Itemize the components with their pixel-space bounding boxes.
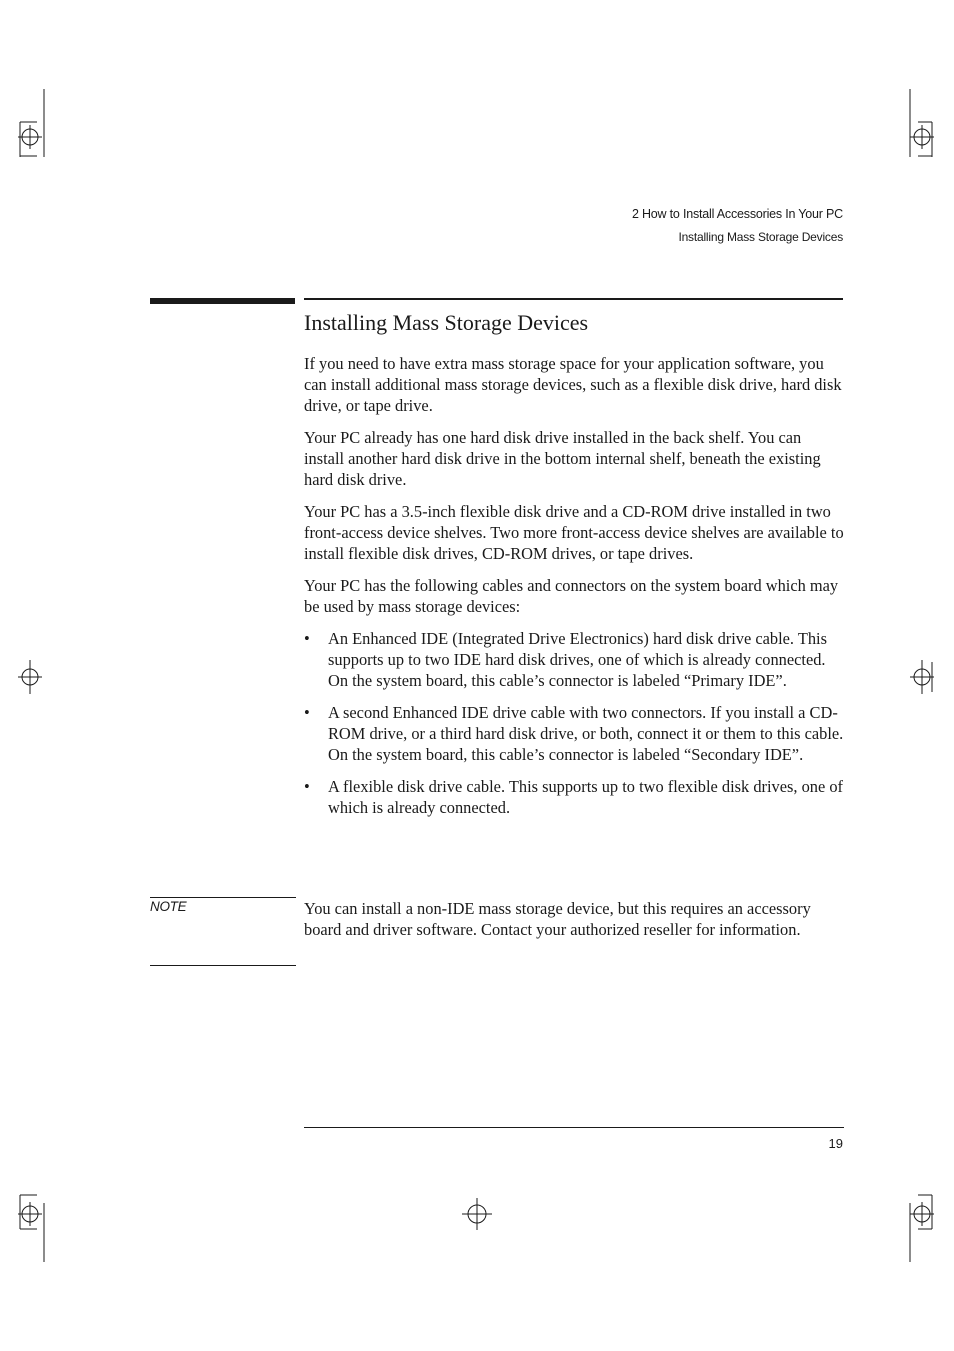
running-header-section: Installing Mass Storage Devices: [678, 230, 843, 244]
cable-list: [304, 628, 844, 818]
list-item-text: A second Enhanced IDE drive cable with two connectors. If you install a CD-ROM drive, or a third hard disk drive, or both, connect it or them to this cable. On the system board, this cable’s connector is labeled “Secondary IDE”.: [328, 703, 844, 764]
paragraph-extra-storage: If you need to have extra mass storage space for your application software, you can install additional mass storage devices, such as a flexible disk drive, hard disk drive, or tape drive.: [304, 354, 842, 415]
list-item-text: A flexible disk drive cable. This supports up to two flexible disk drives, one of which is already connected.: [328, 777, 844, 817]
paragraph-hard-disk: Your PC already has one hard disk drive installed in the back shelf. You can install another hard disk drive in the bottom internal shelf, beneath the existing hard disk drive.: [304, 428, 821, 489]
bullet-icon: •: [304, 777, 310, 796]
note-top-rule: [150, 897, 296, 898]
note-bottom-rule: [150, 965, 296, 966]
list-item-flexible-disk: [304, 776, 844, 818]
bullet-icon: •: [304, 629, 310, 648]
note-label: NOTE: [150, 899, 187, 914]
list-item-text: An Enhanced IDE (Integrated Drive Electronics) hard disk drive cable. This supports up to two IDE hard disk drives, one of which is already connected. On the system board, this cable’s connector is labeled “Primary IDE”.: [328, 629, 827, 690]
page-number: 19: [828, 1136, 843, 1151]
running-header-chapter: 2 How to Install Accessories In Your PC: [631, 207, 843, 221]
list-item-primary-ide: [304, 628, 844, 691]
paragraph-front-shelves: Your PC has a 3.5-inch flexible disk drive and a CD-ROM drive installed in two front-access device shelves. Two more front-access device shelves are available to install flexible disk drives, CD-ROM drives, or tape drives.: [304, 502, 844, 563]
section-top-rule: [304, 298, 843, 300]
paragraph-cables-intro: Your PC has the following cables and connectors on the system board which may be used by mass storage devices:: [304, 576, 839, 616]
bullet-icon: •: [304, 703, 310, 722]
body-column: [304, 353, 844, 829]
section-marker-rule: [150, 298, 295, 304]
note-text: You can install a non-IDE mass storage device, but this requires an accessory board and driver software. Contact your authorized reseller for information.: [304, 899, 811, 939]
list-item-secondary-ide: [304, 702, 844, 765]
section-title: Installing Mass Storage Devices: [304, 310, 589, 335]
footer-rule: [304, 1127, 844, 1128]
